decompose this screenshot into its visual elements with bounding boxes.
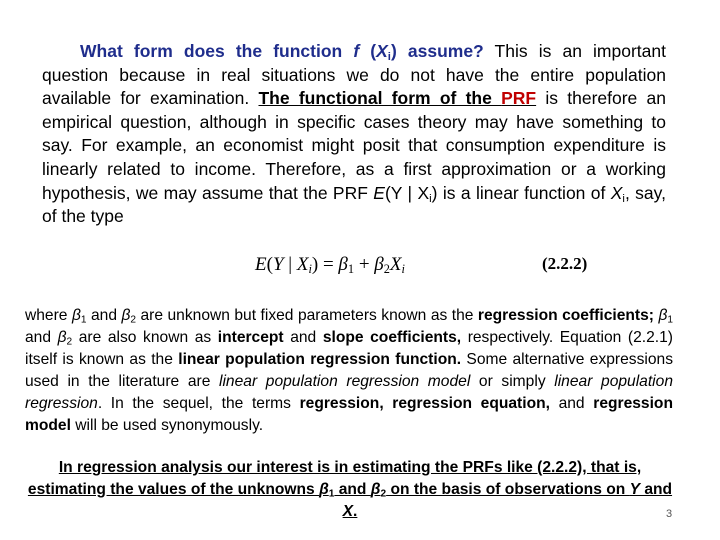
equation-number: (2.2.2)	[542, 254, 588, 273]
functional-form-phrase: The functional form of the PRF	[258, 88, 537, 109]
page-number: 3	[666, 508, 673, 520]
question-heading: What form does the function f $(X_i)$ assume?	[80, 41, 484, 63]
equation-2-2-2	[255, 254, 615, 280]
equation-formula: E(Y | $X_i) = \beta_1 + \beta_2X_i$	[255, 254, 405, 277]
intro-paragraph: What form does the function f $(X_i)$ assume? This is an important question because in real situations we do not have the entire population available for examination. The functional form of the PRF is therefore an empirical question, although in specific cases theory may have something to say. For example, an economist might posit that consumption expenditure is linearly related to income. Therefore, as a first approximation or a working hypothesis, we may assume that the PRF E(Y | $X_i$) is a linear function of $X_i$, say, of the type	[42, 41, 667, 227]
prf-highlight: PRF	[501, 88, 537, 109]
summary-paragraph: In regression analysis our interest is in estimating the PRFs like (2.2.2), that is, estimating the values of the unknowns $\beta_1$ and $\beta_2$ on the basis of observations on Y and X.	[27, 459, 673, 520]
definition-paragraph: where $\beta_1$ and $\beta_2$ are unknown but fixed parameters known as the regression coefficients; $\beta_1$ and $\beta_2$ are also known as intercept and slope coefficients, respectively. Equation (2.2.1) itself is known as the linear population regression function. Some alternative expressions used in the literature are linear population regression model or simply linear population regression. In the sequel, the terms regression, regression equation, and regression model will be used synonymously.	[25, 307, 673, 434]
